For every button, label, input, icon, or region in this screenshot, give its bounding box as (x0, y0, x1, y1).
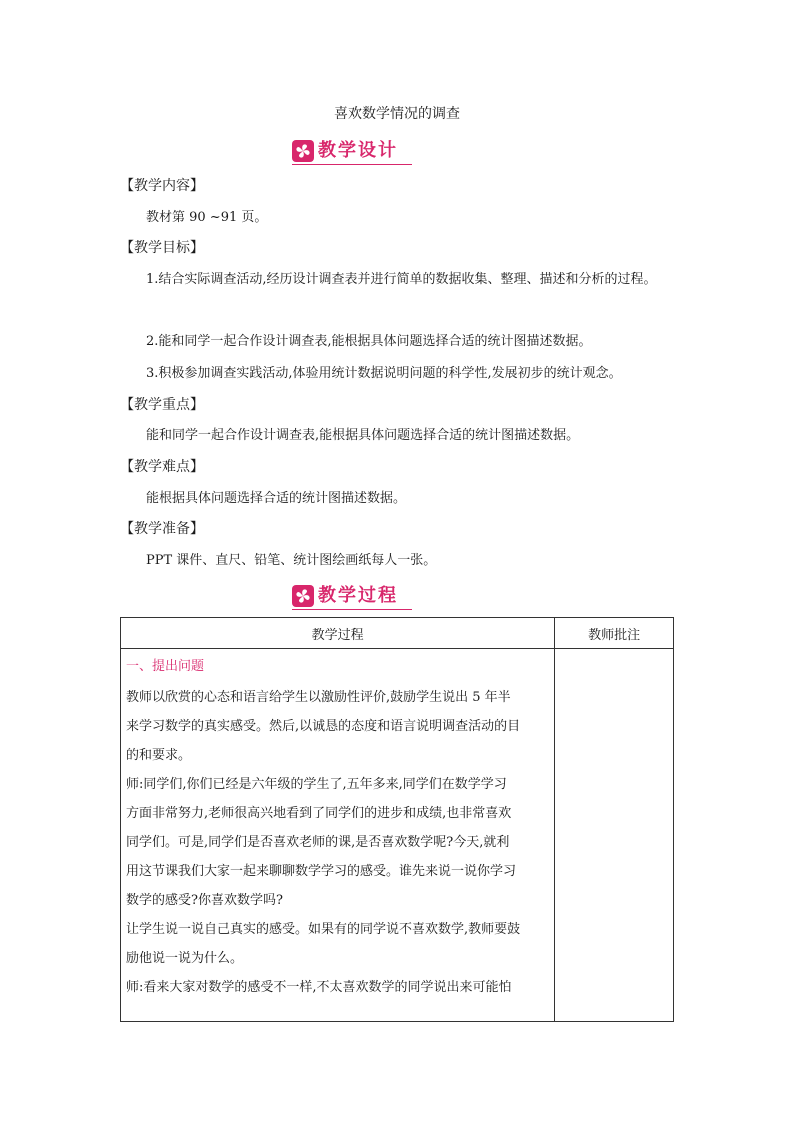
content-line: 让学生说一说自己真实的感受。如果有的同学说不喜欢数学,教师要鼓 (126, 922, 521, 937)
section-title: 一、提出问题 (126, 659, 205, 674)
table-header-row (121, 618, 674, 649)
pinwheel-logo-icon (292, 140, 314, 162)
document-title: 喜欢数学情况的调查 (334, 106, 460, 122)
heading-difficulties: 【教学难点】 (120, 459, 204, 475)
difficulties-text: 能根据具体问题选择合适的统计图描述数据。 (146, 491, 407, 506)
banner-label: 教学设计 (318, 140, 398, 161)
content-text: 教材第 90 ~91 页。 (146, 210, 268, 225)
table-row (121, 649, 674, 1022)
content-line: 方面非常努力,老师很高兴地看到了同学们的进步和成绩,也非常喜欢 (126, 806, 512, 821)
content-line: 同学们。可是,同学们是否喜欢老师的课,是否喜欢数学呢?今天,就利 (126, 835, 510, 850)
process-cell (121, 649, 555, 1022)
content-line: 的和要求。 (126, 748, 192, 763)
column-header-notes: 教师批注 (555, 618, 674, 649)
banner-teaching-design (292, 137, 412, 165)
content-line: 师:同学们,你们已经是六年级的学生了,五年多来,同学们在数学学习 (126, 777, 507, 792)
content-line: 励他说一说为什么。 (126, 951, 244, 966)
goal-2: 2.能和同学一起合作设计调查表,能根据具体问题选择合适的统计图描述数据。 (146, 334, 592, 349)
content-line: 教师以欣赏的心态和语言给学生以激励性评价,鼓励学生说出 5 年半 (126, 690, 511, 705)
pinwheel-logo-icon (292, 585, 314, 607)
banner-label: 教学过程 (318, 585, 398, 606)
goal-1: 1.结合实际调查活动,经历设计调查表并进行简单的数据收集、整理、描述和分析的过程。 (146, 272, 657, 287)
column-header-process: 教学过程 (121, 618, 555, 649)
heading-goals: 【教学目标】 (120, 240, 204, 256)
heading-key-points: 【教学重点】 (120, 397, 204, 413)
content-line: 来学习数学的真实感受。然后,以诚恳的态度和语言说明调查活动的目 (126, 719, 521, 734)
heading-preparation: 【教学准备】 (120, 521, 204, 537)
banner-underline (292, 164, 412, 165)
heading-content: 【教学内容】 (120, 178, 204, 194)
banner-teaching-process (292, 582, 412, 610)
teaching-process-table (120, 617, 674, 1022)
content-line: 数学的感受?你喜欢数学吗? (126, 893, 283, 908)
banner-underline (292, 609, 412, 610)
content-line: 师:看来大家对数学的感受不一样,不太喜欢数学的同学说出来可能怕 (126, 980, 512, 995)
key-points-text: 能和同学一起合作设计调查表,能根据具体问题选择合适的统计图描述数据。 (146, 428, 580, 443)
notes-cell (555, 649, 674, 1022)
goal-3: 3.积极参加调查实践活动,体验用统计数据说明问题的科学性,发展初步的统计观念。 (146, 366, 622, 381)
preparation-text: PPT 课件、直尺、铅笔、统计图绘画纸每人一张。 (146, 553, 437, 568)
content-line: 用这节课我们大家一起来聊聊数学学习的感受。谁先来说一说你学习 (126, 864, 517, 879)
